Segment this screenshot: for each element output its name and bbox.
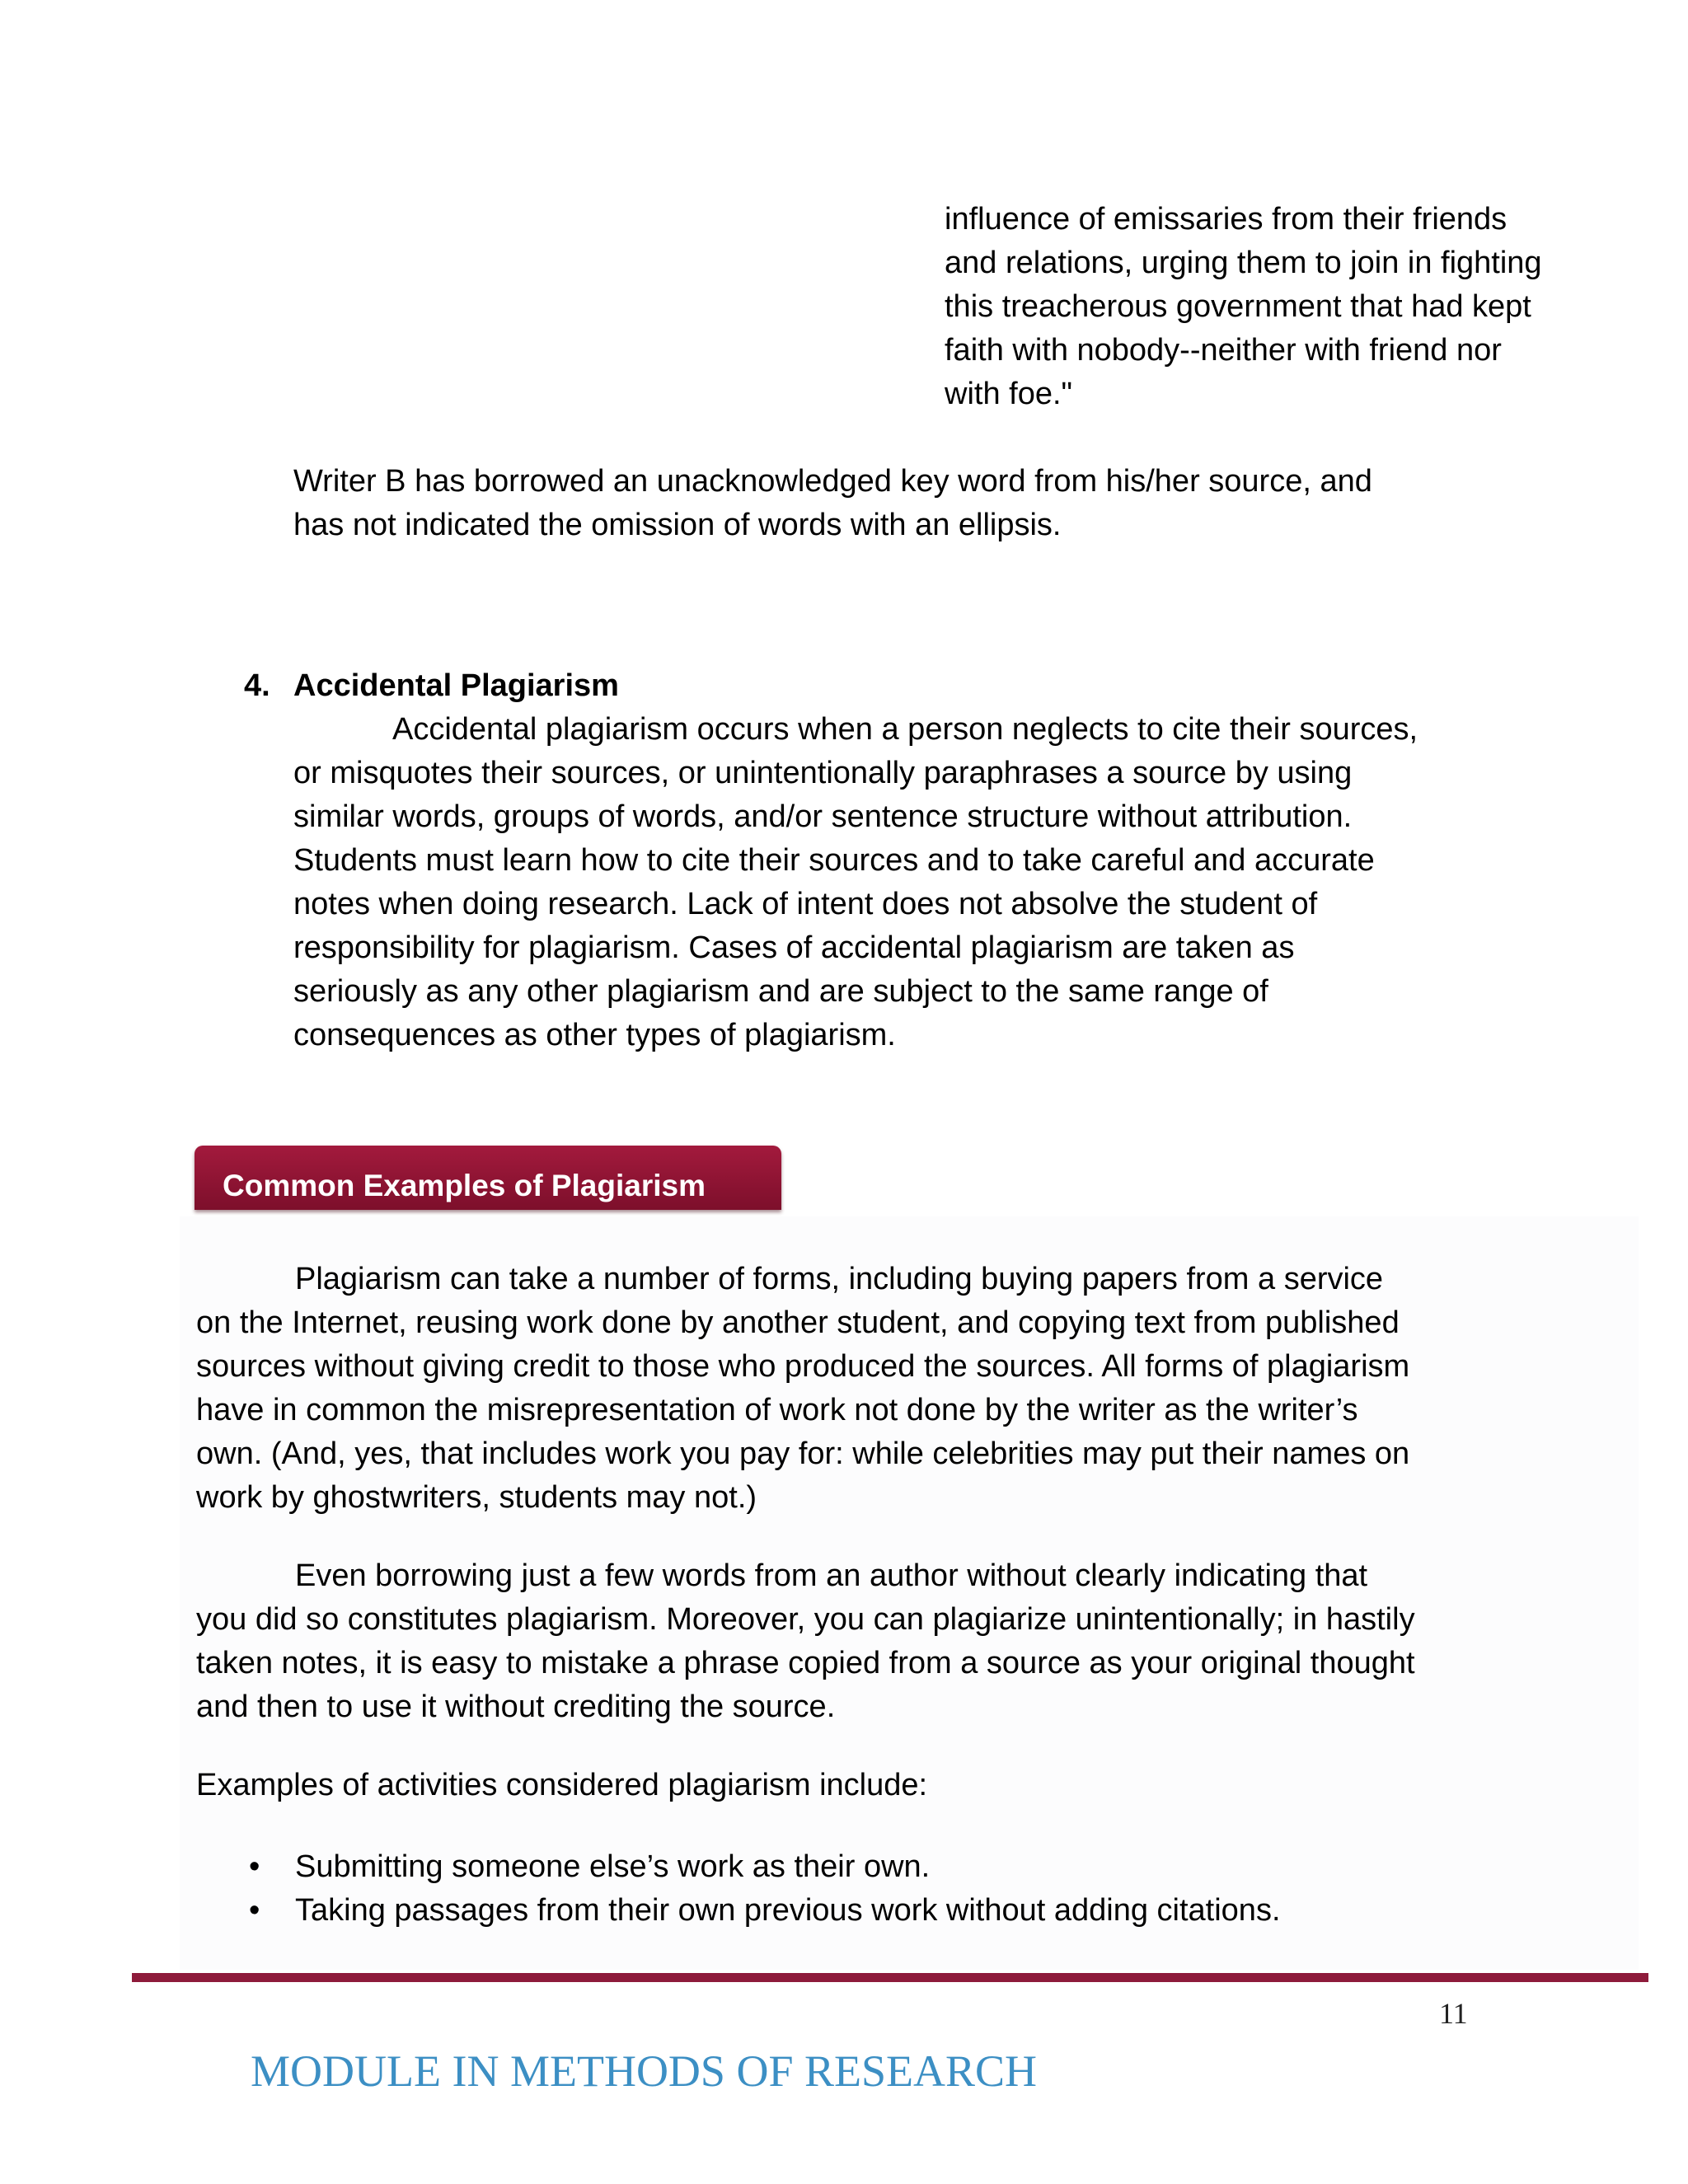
paragraph-line: you did so constitutes plagiarism. Moreover, you can plagiarize unintentionally; in hastily (196, 1602, 1415, 1637)
paragraph-line: Even borrowing just a few words from an author without clearly indicating that (295, 1558, 1368, 1593)
footer-divider (132, 1973, 1648, 1982)
paragraph-line: have in common the misrepresentation of work not done by the writer as the writer’s (196, 1393, 1358, 1427)
body-line: similar words, groups of words, and/or sentence structure without attribution. (293, 799, 1353, 834)
quote-line: faith with nobody--neither with friend nor (945, 333, 1502, 368)
section-heading (244, 664, 1563, 708)
quote-continuation (945, 198, 1596, 416)
common-examples-body (180, 1216, 1639, 1970)
paragraph-line: taken notes, it is easy to mistake a phrase copied from a source as your original thought (196, 1646, 1415, 1680)
body-line: responsibility for plagiarism. Cases of accidental plagiarism are taken as (293, 930, 1295, 965)
accidental-plagiarism-section (244, 664, 1563, 1057)
paragraph-line: work by ghostwriters, students may not.) (196, 1480, 757, 1515)
quote-line: with foe." (945, 377, 1073, 411)
page-number: 11 (1439, 1997, 1468, 2030)
body-line: Students must learn how to cite their sources and to take careful and accurate (293, 843, 1375, 878)
examples-intro: Examples of activities considered plagiarism include: (196, 1768, 928, 1802)
section-title: Accidental Plagiarism (293, 668, 619, 703)
section-number: 4. (244, 668, 270, 703)
module-title: MODULE IN METHODS OF RESEARCH (251, 2046, 1038, 2096)
note-line: has not indicated the omission of words with an ellipsis. (293, 508, 1062, 542)
paragraph-line: on the Internet, reusing work done by another student, and copying text from published (196, 1305, 1400, 1340)
paragraph-line: sources without giving credit to those who produced the sources. All forms of plagiarism (196, 1349, 1410, 1384)
section-body (293, 708, 1563, 1057)
examples-list (196, 1845, 1281, 1933)
quote-line: and relations, urging them to join in fighting (945, 246, 1542, 280)
note-line: Writer B has borrowed an unacknowledged key word from his/her source, and (293, 464, 1372, 499)
body-line: Accidental plagiarism occurs when a person neglects to cite their sources, (392, 712, 1418, 747)
body-line: or misquotes their sources, or unintentionally paraphrases a source by using (293, 756, 1353, 790)
body-line: notes when doing research. Lack of intent does not absolve the student of (293, 887, 1318, 921)
quote-line: this treacherous government that had kept (945, 289, 1531, 324)
body-line: seriously as any other plagiarism and are subject to the same range of (293, 974, 1268, 1009)
writer-b-note (293, 460, 1530, 547)
paragraph-line: and then to use it without crediting the source. (196, 1690, 836, 1724)
paragraph-forms (196, 1258, 1614, 1520)
list-item: • Taking passages from their own previous work without adding citations. (196, 1889, 1281, 1933)
paragraph-line: own. (And, yes, that includes work you pay for: while celebrities may put their names on (196, 1436, 1410, 1471)
body-line: consequences as other types of plagiarism. (293, 1018, 896, 1052)
banner-label: Common Examples of Plagiarism (223, 1169, 706, 1202)
quote-line: influence of emissaries from their friends (945, 202, 1507, 237)
common-examples-banner (195, 1146, 781, 1210)
paragraph-borrowing (196, 1554, 1614, 1729)
list-item: • Submitting someone else’s work as their own. (196, 1845, 1281, 1889)
paragraph-line: Plagiarism can take a number of forms, including buying papers from a service (295, 1262, 1384, 1296)
